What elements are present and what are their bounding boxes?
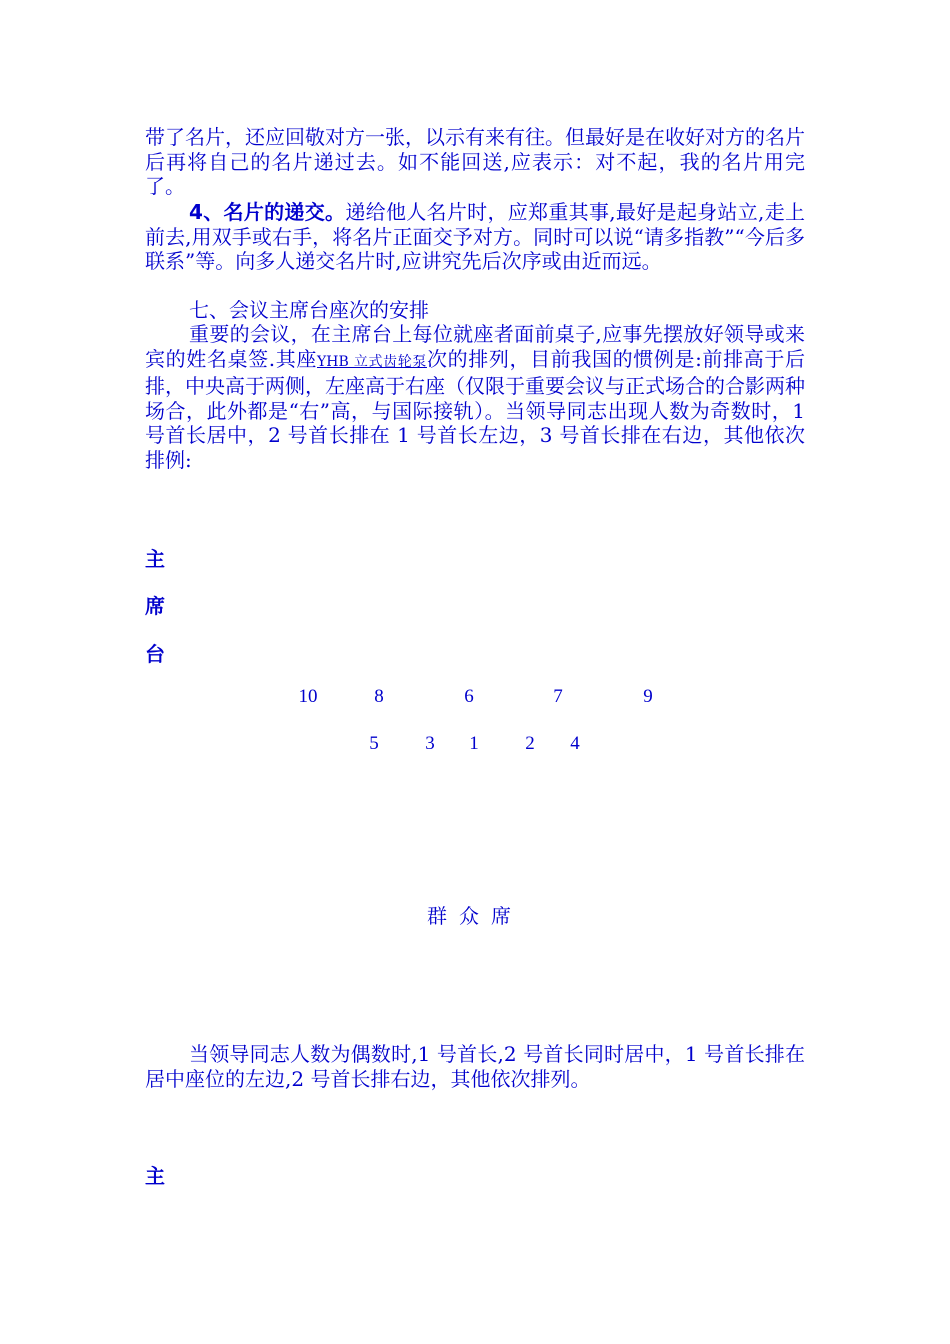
section-title	[145, 298, 805, 323]
rostrum-label-char: 主	[145, 1164, 165, 1188]
seat-number: 9	[643, 686, 653, 707]
rostrum-label-char: 主	[145, 547, 165, 571]
seat-number: 5	[369, 733, 379, 754]
paragraph-text: 递给他人名片时，应郑重其事,最好是起身站立,走上前去,用双手或右手，将名片正面交予对方。同时可以说“请多指教”“今后多联系”等。向多人递交名片时,应讲究先后次序或由近而远。	[145, 200, 806, 273]
rostrum-label-char: 台	[145, 642, 165, 666]
paragraph-card-handing	[145, 200, 805, 274]
subheading-card-handing: 4、名片的递交。	[189, 200, 346, 224]
audience-label: 群众席	[427, 904, 523, 928]
paragraph-text: 次的排列，目前我国的惯例是:前排高于后排，中央高于两侧，左座高于右座（仅限于重要会议与正式场合的合影两种场合，此外都是“右”高，与国际接轨）。当领导同志出现人数为奇数时，1 号首长居中，2 号首长排在 1 号首长左边，3 号首长排在右边，其他依次排例:	[145, 346, 805, 472]
seat-number: 8	[374, 686, 384, 707]
paragraph-text: 当领导同志人数为偶数时,1 号首长,2 号首长同时居中，1 号首长排在居中座位的左边,2 号首长排右边，其他依次排列。	[145, 1042, 805, 1091]
rostrum-label-char: 席	[145, 594, 165, 618]
paragraph-business-card-return	[145, 125, 805, 199]
seat-number: 3	[425, 733, 435, 754]
paragraph-text: 重要的会议，在主席台上每位就座者面前桌子,应事先摆放好领导或来宾的姓名桌签.其座	[145, 322, 805, 371]
seat-number: 10	[298, 686, 318, 707]
seat-number: 4	[570, 733, 580, 754]
paragraph-even-seating	[145, 1042, 805, 1091]
section-title-text: 七、会议主席台座次的安排	[189, 298, 429, 322]
paragraph-seating-rules	[145, 322, 805, 472]
seat-number: 2	[525, 733, 535, 754]
seat-number: 6	[464, 686, 474, 707]
seat-number: 1	[469, 733, 479, 754]
seat-number: 7	[553, 686, 563, 707]
paragraph-text: 带了名片，还应回敬对方一张，以示有来有往。但最好是在收好对方的名片后再将自己的名片递过去。如不能回送,应表示：对不起，我的名片用完了。	[145, 125, 805, 198]
pump-link[interactable]: YHB 立式齿轮泵	[317, 353, 427, 370]
